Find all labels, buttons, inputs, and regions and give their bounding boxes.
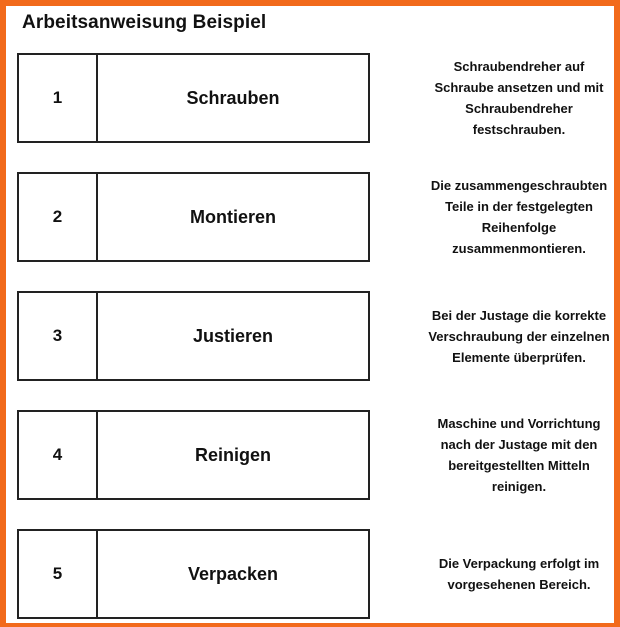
document-title: Arbeitsanweisung Beispiel	[22, 12, 267, 33]
step-name: Reinigen	[194, 444, 271, 465]
step-description-5	[411, 529, 620, 619]
step-description-2	[411, 172, 620, 262]
step-description-4	[411, 410, 620, 500]
step-number: 2	[19, 174, 98, 260]
step-number: 1	[19, 55, 98, 141]
step-box-1	[17, 53, 370, 143]
step-name: Justieren	[192, 325, 274, 346]
step-box-3	[17, 291, 370, 381]
step-description-3	[411, 291, 620, 381]
step-description-text: Die zusammengeschraubten Teile in der festgelegten Reihenfolge zusammenmontieren.	[430, 178, 608, 256]
step-number: 5	[19, 531, 98, 617]
step-description-text: Bei der Justage die korrekte Verschraubung der einzelnen Elemente überprüfen.	[428, 307, 610, 365]
step-description-text: Maschine und Vorrichtung nach der Justage mit den bereitgestellten Mitteln reinigen.	[437, 416, 601, 494]
step-box-4	[17, 410, 370, 500]
step-name: Montieren	[189, 206, 276, 227]
step-number: 3	[19, 293, 98, 379]
step-number: 4	[19, 412, 98, 498]
step-name: Schrauben	[186, 87, 280, 108]
step-description-text: Die Verpackung erfolgt im vorgesehenen Bereich.	[438, 556, 600, 592]
step-description-1	[411, 53, 620, 143]
step-name: Verpacken	[187, 563, 279, 584]
step-box-2	[17, 172, 370, 262]
step-box-5	[17, 529, 370, 619]
step-description-text: Schraubendreher auf Schraube ansetzen und mit Schraubendreher festschrauben.	[434, 59, 604, 137]
